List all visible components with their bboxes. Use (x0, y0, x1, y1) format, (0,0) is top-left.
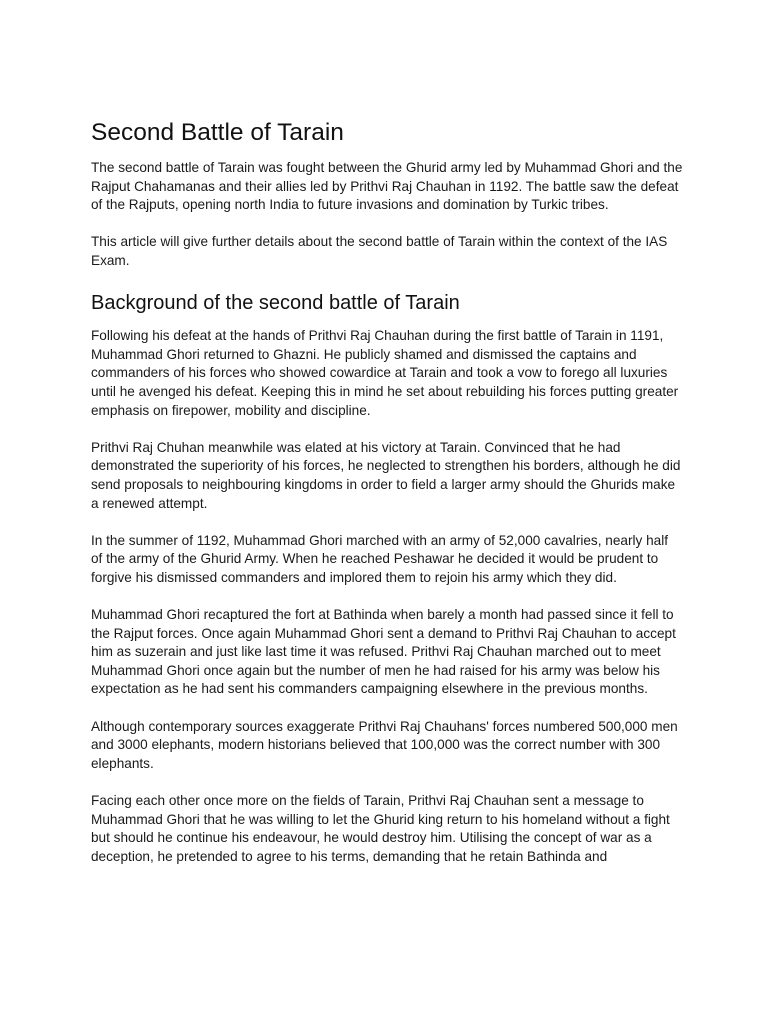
background-paragraph-5: Although contemporary sources exaggerate Prithvi Raj Chauhans' forces numbered 500,000 men and 3000 elephants, modern historians believed that 100,000 was the correct number with 300 elephants. (91, 718, 678, 771)
document-page (91, 116, 683, 885)
background-paragraph-6: Facing each other once more on the fields of Tarain, Prithvi Raj Chauhan sent a message to Muhammad Ghori that he was willing to let the Ghurid king return to his homeland without a fight but should he continue his endeavour, he would destroy him. Utilising the concept of war as a deception, he pretended to agree to his terms, demanding that he retain Bathinda and (91, 793, 670, 864)
background-paragraph-3: In the summer of 1192, Muhammad Ghori marched with an army of 52,000 cavalries, nearly half of the army of the Ghurid Army. When he reached Peshawar he decided it would be prudent to forgive his dismissed commanders and implored them to rejoin his army which they did. (91, 532, 668, 585)
intro-paragraph-2: This article will give further details about the second battle of Tarain within the context of the IAS Exam. (91, 234, 668, 268)
section-heading-background: Background of the second battle of Tarain (91, 292, 460, 315)
page-title: Second Battle of Tarain (91, 119, 344, 146)
background-paragraph-4: Muhammad Ghori recaptured the fort at Bathinda when barely a month had passed since it fell to the Rajput forces. Once again Muhammad Ghori sent a demand to Prithvi Raj Chauhan to accept him as suzerain and just like last time it was refused. Prithvi Raj Chauhan marched out to meet Muhammad Ghori once again but the number of men he had raised for his army was below his expectation as he had sent his commanders campaigning elsewhere in the previous months. (91, 607, 676, 697)
intro-paragraph-1: The second battle of Tarain was fought between the Ghurid army led by Muhammad Ghori and the Rajput Chahamanas and their allies led by Prithvi Raj Chauhan in 1192. The battle saw the defeat of the Rajputs, opening north India to future invasions and domination by Turkic tribes. (91, 160, 683, 213)
background-paragraph-1: Following his defeat at the hands of Prithvi Raj Chauhan during the first battle of Tarain in 1191, Muhammad Ghori returned to Ghazni. He publicly shamed and dismissed the captains and commanders of his forces who showed cowardice at Tarain and took a vow to forego all luxuries until he avenged his defeat. Keeping this in mind he set about rebuilding his forces putting greater emphasis on firepower, mobility and discipline. (91, 328, 679, 418)
background-paragraph-2: Prithvi Raj Chuhan meanwhile was elated at his victory at Tarain. Convinced that he had demonstrated the superiority of his forces, he neglected to strengthen his borders, although he did send proposals to neighbouring kingdoms in order to field a larger army should the Ghurids make a renewed attempt. (91, 439, 681, 511)
